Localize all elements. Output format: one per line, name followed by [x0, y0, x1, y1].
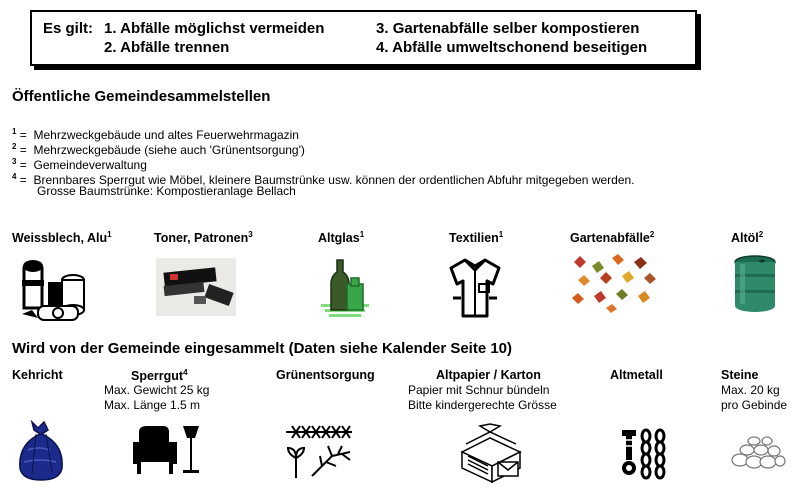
metal-icon	[620, 428, 670, 480]
note-steine-2: pro Gebinde	[721, 398, 788, 412]
rules-box	[30, 10, 697, 66]
branches-icon	[286, 424, 356, 480]
rules-prefix: Es gilt:	[43, 20, 94, 37]
rule-4: 4. Abfälle umweltschonend beseitigen	[376, 39, 648, 56]
note-altpapier-2: Bitte kindergerechte Grösse	[408, 398, 557, 412]
label-steine: Steine	[721, 368, 759, 382]
label-toner: Toner, Patronen$^3$	[154, 230, 253, 246]
bottle-icon	[317, 256, 373, 320]
paper-bundle-icon	[458, 422, 524, 484]
cans-icon	[18, 258, 90, 324]
note-altpapier-1: Papier mit Schnur bündeln	[408, 383, 550, 397]
label-weissblech: Weissblech, Alu$^1$	[12, 230, 112, 246]
toner-icon	[156, 258, 236, 316]
footnote-4: $^4$ = Brennbares Sperrgut wie Möbel, kleinere Baumstrünke usw. können der ordentlichen Abfuhr mitgegeben werden.	[12, 172, 635, 187]
label-gruenentsorgung: Grünentsorgung	[276, 368, 375, 382]
note-sperrgut-1: Max. Gewicht 25 kg	[104, 383, 210, 397]
footnote-2: $^2$ = Mehrzweckgebäude (siehe auch 'Grünentsorgung')	[12, 142, 305, 157]
section-title-collected: Wird von der Gemeinde eingesammelt (Daten siehe Kalender Seite 10)	[12, 340, 513, 357]
note-sperrgut-2: Max. Länge 1.5 m	[104, 398, 201, 412]
stones-icon	[730, 436, 786, 470]
label-altmetall: Altmetall	[610, 368, 663, 382]
rule-3: 3. Gartenabfälle selber kompostieren	[376, 20, 640, 37]
footnote-1: $^1$ = Mehrzweckgebäude und altes Feuerwehrmagazin	[12, 127, 299, 142]
label-gartenabfaelle: Gartenabfälle$^2$	[570, 230, 655, 246]
label-altglas: Altglas$^1$	[318, 230, 365, 246]
shirt-icon	[447, 258, 503, 318]
label-altpapier: Altpapier / Karton	[436, 368, 541, 382]
label-kehricht: Kehricht	[12, 368, 63, 382]
label-altoel: Altöl$^2$	[731, 230, 764, 246]
furniture-icon	[133, 422, 207, 476]
rule-1: 1. Abfälle möglichst vermeiden	[104, 20, 325, 37]
label-sperrgut: Sperrgut$^4$	[131, 368, 188, 384]
trash-bag-icon	[14, 420, 68, 482]
section-title-public: Öffentliche Gemeindesammelstellen	[12, 88, 271, 105]
label-textilien: Textilien$^1$	[449, 230, 504, 246]
footnote-3: $^3$ = Gemeindeverwaltung	[12, 157, 147, 172]
note-steine-1: Max. 20 kg	[721, 383, 780, 397]
barrel-icon	[732, 254, 778, 314]
footnote-4-line2: Grosse Baumstrünke: Kompostieranlage Bellach	[37, 184, 296, 198]
leaves-icon	[568, 252, 660, 314]
rule-2: 2. Abfälle trennen	[104, 39, 230, 56]
